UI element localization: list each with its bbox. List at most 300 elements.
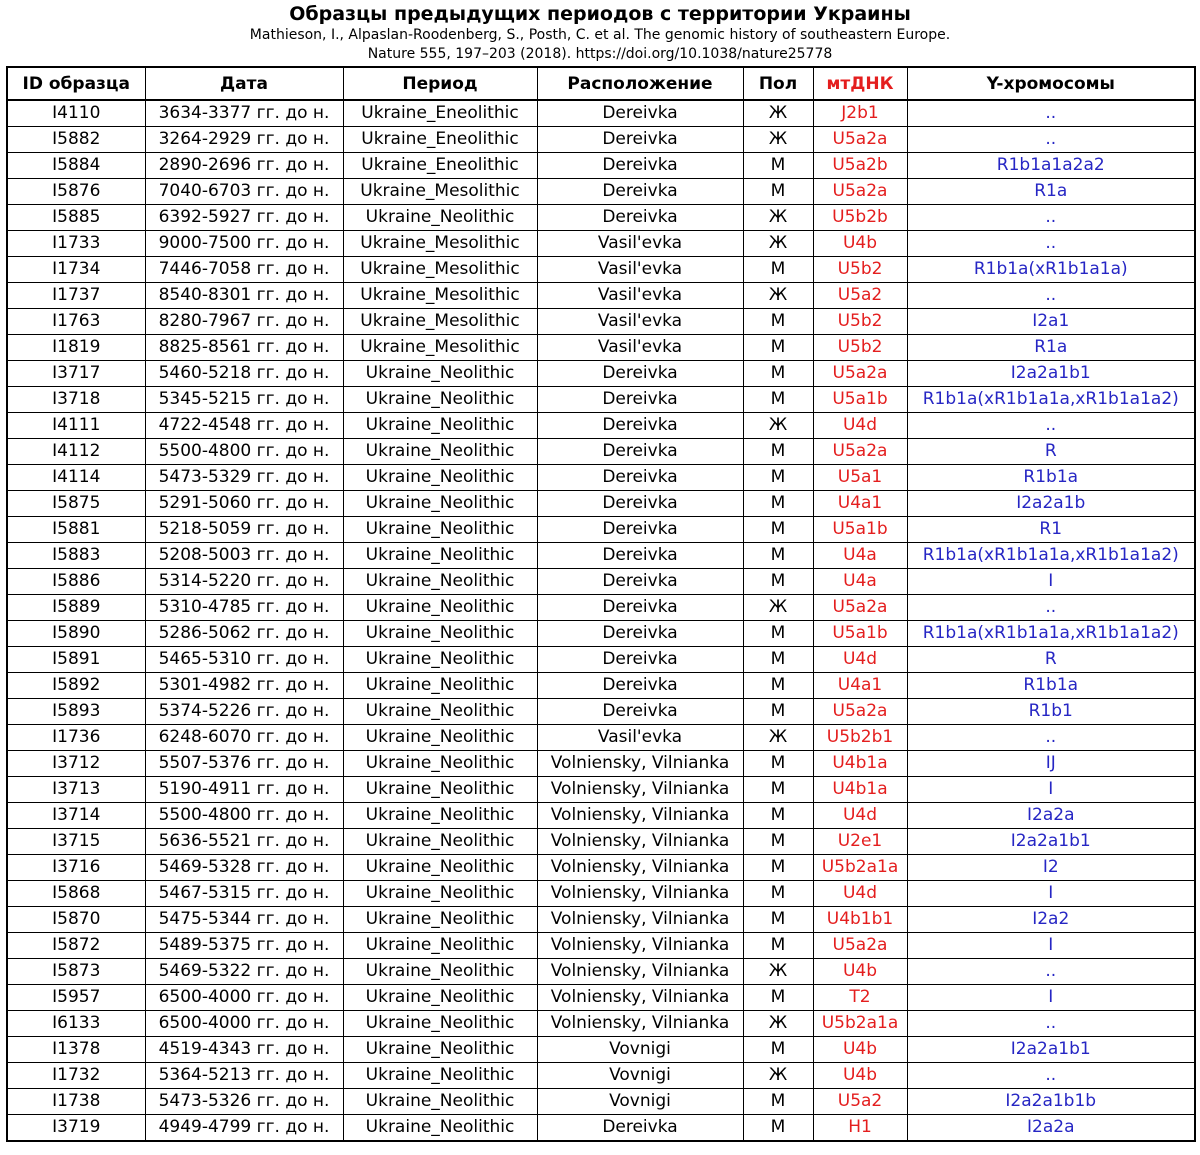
- cell-period: Ukraine_Neolithic: [343, 725, 537, 751]
- cell-sex: Ж: [743, 413, 813, 439]
- cell-sex: Ж: [743, 959, 813, 985]
- cell-period: Ukraine_Eneolithic: [343, 100, 537, 127]
- cell-ychrom: I: [907, 933, 1195, 959]
- cell-date: 5301-4982 гг. до н.: [145, 673, 343, 699]
- citation-line-1: Mathieson, I., Alpaslan-Roodenberg, S., Posth, C. et al. The genomic history of southeastern Europe.: [249, 27, 951, 43]
- cell-id: I3717: [7, 361, 145, 387]
- table-row: [7, 439, 1195, 465]
- cell-date: 6500-4000 гг. до н.: [145, 1011, 343, 1037]
- cell-location: Dereivka: [537, 569, 743, 595]
- cell-sex: М: [743, 543, 813, 569]
- table-row: [7, 127, 1195, 153]
- cell-period: Ukraine_Neolithic: [343, 387, 537, 413]
- cell-date: 4519-4343 гг. до н.: [145, 1037, 343, 1063]
- cell-mtdna: U5a2: [813, 1089, 907, 1115]
- cell-id: I5873: [7, 959, 145, 985]
- cell-date: 5500-4800 гг. до н.: [145, 439, 343, 465]
- cell-location: Vovnigi: [537, 1089, 743, 1115]
- cell-date: 3634-3377 гг. до н.: [145, 100, 343, 127]
- cell-mtdna: U4a: [813, 569, 907, 595]
- cell-period: Ukraine_Neolithic: [343, 1115, 537, 1142]
- cell-id: I5891: [7, 647, 145, 673]
- cell-date: 8280-7967 гг. до н.: [145, 309, 343, 335]
- cell-location: Dereivka: [537, 205, 743, 231]
- cell-location: Dereivka: [537, 647, 743, 673]
- cell-sex: М: [743, 361, 813, 387]
- cell-date: 5314-5220 гг. до н.: [145, 569, 343, 595]
- cell-period: Ukraine_Neolithic: [343, 829, 537, 855]
- cell-location: Volniensky, Vilnianka: [537, 907, 743, 933]
- cell-sex: М: [743, 491, 813, 517]
- samples-table: [6, 66, 1196, 1142]
- cell-location: Vasil'evka: [537, 283, 743, 309]
- cell-ychrom: I2a2a1b1: [907, 361, 1195, 387]
- cell-id: I5868: [7, 881, 145, 907]
- cell-id: I3713: [7, 777, 145, 803]
- cell-date: 5489-5375 гг. до н.: [145, 933, 343, 959]
- cell-date: 5345-5215 гг. до н.: [145, 387, 343, 413]
- cell-id: I3718: [7, 387, 145, 413]
- table-row: [7, 725, 1195, 751]
- table-row: [7, 283, 1195, 309]
- cell-mtdna: U4a1: [813, 673, 907, 699]
- col-header-id: ID образца: [7, 67, 145, 100]
- cell-sex: М: [743, 907, 813, 933]
- cell-period: Ukraine_Neolithic: [343, 569, 537, 595]
- cell-ychrom: R1b1a(xR1b1a1a,xR1b1a1a2): [907, 621, 1195, 647]
- cell-sex: М: [743, 309, 813, 335]
- table-row: [7, 361, 1195, 387]
- cell-period: Ukraine_Neolithic: [343, 1037, 537, 1063]
- cell-id: I4114: [7, 465, 145, 491]
- cell-period: Ukraine_Mesolithic: [343, 257, 537, 283]
- cell-id: I5882: [7, 127, 145, 153]
- cell-date: 5636-5521 гг. до н.: [145, 829, 343, 855]
- cell-mtdna: U5b2: [813, 257, 907, 283]
- table-row: [7, 933, 1195, 959]
- cell-ychrom: I2a1: [907, 309, 1195, 335]
- cell-ychrom: ..: [907, 283, 1195, 309]
- table-row: [7, 153, 1195, 179]
- cell-sex: Ж: [743, 595, 813, 621]
- table-row: [7, 517, 1195, 543]
- cell-date: 6392-5927 гг. до н.: [145, 205, 343, 231]
- cell-date: 5507-5376 гг. до н.: [145, 751, 343, 777]
- cell-period: Ukraine_Mesolithic: [343, 335, 537, 361]
- cell-ychrom: I2a2a: [907, 803, 1195, 829]
- page-header: [0, 0, 1200, 64]
- cell-ychrom: R1b1a: [907, 465, 1195, 491]
- cell-ychrom: I: [907, 985, 1195, 1011]
- cell-ychrom: I2a2a1b: [907, 491, 1195, 517]
- cell-date: 5310-4785 гг. до н.: [145, 595, 343, 621]
- table-row: [7, 1115, 1195, 1142]
- cell-period: Ukraine_Neolithic: [343, 803, 537, 829]
- cell-period: Ukraine_Neolithic: [343, 517, 537, 543]
- cell-date: 7446-7058 гг. до н.: [145, 257, 343, 283]
- cell-sex: М: [743, 673, 813, 699]
- cell-id: I5893: [7, 699, 145, 725]
- cell-period: Ukraine_Neolithic: [343, 673, 537, 699]
- cell-period: Ukraine_Neolithic: [343, 699, 537, 725]
- cell-ychrom: ..: [907, 1063, 1195, 1089]
- cell-date: 5364-5213 гг. до н.: [145, 1063, 343, 1089]
- cell-sex: Ж: [743, 1063, 813, 1089]
- cell-mtdna: U4b: [813, 231, 907, 257]
- cell-sex: Ж: [743, 725, 813, 751]
- cell-location: Volniensky, Vilnianka: [537, 881, 743, 907]
- cell-location: Dereivka: [537, 127, 743, 153]
- cell-ychrom: I: [907, 569, 1195, 595]
- cell-date: 4949-4799 гг. до н.: [145, 1115, 343, 1142]
- cell-period: Ukraine_Neolithic: [343, 361, 537, 387]
- table-row: [7, 309, 1195, 335]
- cell-id: I6133: [7, 1011, 145, 1037]
- cell-period: Ukraine_Neolithic: [343, 543, 537, 569]
- cell-location: Vasil'evka: [537, 725, 743, 751]
- cell-sex: Ж: [743, 1011, 813, 1037]
- table-row: [7, 257, 1195, 283]
- cell-id: I1734: [7, 257, 145, 283]
- cell-location: Dereivka: [537, 1115, 743, 1142]
- cell-location: Dereivka: [537, 595, 743, 621]
- cell-id: I1737: [7, 283, 145, 309]
- cell-location: Volniensky, Vilnianka: [537, 777, 743, 803]
- cell-period: Ukraine_Mesolithic: [343, 231, 537, 257]
- cell-sex: Ж: [743, 231, 813, 257]
- cell-mtdna: U4b: [813, 959, 907, 985]
- cell-id: I4110: [7, 100, 145, 127]
- cell-mtdna: U4a: [813, 543, 907, 569]
- cell-sex: М: [743, 1037, 813, 1063]
- cell-location: Vasil'evka: [537, 231, 743, 257]
- cell-date: 7040-6703 гг. до н.: [145, 179, 343, 205]
- cell-sex: М: [743, 647, 813, 673]
- table-row: [7, 491, 1195, 517]
- cell-mtdna: U5a1: [813, 465, 907, 491]
- cell-ychrom: ..: [907, 100, 1195, 127]
- cell-sex: М: [743, 699, 813, 725]
- cell-date: 5467-5315 гг. до н.: [145, 881, 343, 907]
- cell-date: 2890-2696 гг. до н.: [145, 153, 343, 179]
- citation-line-2: Nature 555, 197–203 (2018). https://doi.org/10.1038/nature25778: [367, 46, 833, 62]
- cell-location: Dereivka: [537, 517, 743, 543]
- cell-mtdna: T2: [813, 985, 907, 1011]
- cell-period: Ukraine_Neolithic: [343, 465, 537, 491]
- cell-period: Ukraine_Neolithic: [343, 1011, 537, 1037]
- table-row: [7, 179, 1195, 205]
- cell-id: I3712: [7, 751, 145, 777]
- cell-period: Ukraine_Neolithic: [343, 595, 537, 621]
- cell-id: I3714: [7, 803, 145, 829]
- cell-sex: М: [743, 829, 813, 855]
- cell-mtdna: H1: [813, 1115, 907, 1142]
- cell-mtdna: U4b1b1: [813, 907, 907, 933]
- table-row: [7, 777, 1195, 803]
- cell-sex: М: [743, 855, 813, 881]
- cell-location: Vasil'evka: [537, 257, 743, 283]
- cell-mtdna: U4b: [813, 1037, 907, 1063]
- cell-location: Dereivka: [537, 413, 743, 439]
- table-row: [7, 231, 1195, 257]
- cell-date: 5291-5060 гг. до н.: [145, 491, 343, 517]
- cell-sex: М: [743, 153, 813, 179]
- table-row: [7, 335, 1195, 361]
- col-header-location: Расположение: [537, 67, 743, 100]
- table-row: [7, 543, 1195, 569]
- cell-date: 5286-5062 гг. до н.: [145, 621, 343, 647]
- cell-id: I1763: [7, 309, 145, 335]
- cell-location: Volniensky, Vilnianka: [537, 959, 743, 985]
- cell-ychrom: I2a2a1b1: [907, 829, 1195, 855]
- cell-mtdna: U5a2a: [813, 699, 907, 725]
- cell-sex: М: [743, 569, 813, 595]
- cell-sex: М: [743, 777, 813, 803]
- cell-date: 8540-8301 гг. до н.: [145, 283, 343, 309]
- cell-date: 5374-5226 гг. до н.: [145, 699, 343, 725]
- col-header-date: Дата: [145, 67, 343, 100]
- cell-location: Volniensky, Vilnianka: [537, 803, 743, 829]
- cell-mtdna: U4d: [813, 413, 907, 439]
- cell-mtdna: U5a2a: [813, 127, 907, 153]
- cell-id: I5884: [7, 153, 145, 179]
- table-row: [7, 569, 1195, 595]
- cell-mtdna: U5a2a: [813, 933, 907, 959]
- cell-ychrom: I2a2a1b1b: [907, 1089, 1195, 1115]
- cell-ychrom: I2: [907, 855, 1195, 881]
- cell-location: Volniensky, Vilnianka: [537, 933, 743, 959]
- cell-period: Ukraine_Neolithic: [343, 751, 537, 777]
- cell-sex: М: [743, 933, 813, 959]
- cell-sex: Ж: [743, 283, 813, 309]
- table-row: [7, 205, 1195, 231]
- cell-location: Vovnigi: [537, 1037, 743, 1063]
- cell-date: 3264-2929 гг. до н.: [145, 127, 343, 153]
- cell-id: I5876: [7, 179, 145, 205]
- cell-location: Volniensky, Vilnianka: [537, 751, 743, 777]
- cell-mtdna: U5b2: [813, 309, 907, 335]
- cell-id: I1732: [7, 1063, 145, 1089]
- cell-location: Volniensky, Vilnianka: [537, 1011, 743, 1037]
- cell-date: 8825-8561 гг. до н.: [145, 335, 343, 361]
- cell-ychrom: ..: [907, 725, 1195, 751]
- cell-date: 5473-5326 гг. до н.: [145, 1089, 343, 1115]
- cell-mtdna: U5b2b1: [813, 725, 907, 751]
- cell-sex: М: [743, 881, 813, 907]
- cell-id: I5872: [7, 933, 145, 959]
- cell-id: I1819: [7, 335, 145, 361]
- cell-sex: М: [743, 803, 813, 829]
- cell-mtdna: U4b1a: [813, 777, 907, 803]
- cell-period: Ukraine_Eneolithic: [343, 153, 537, 179]
- cell-date: 5475-5344 гг. до н.: [145, 907, 343, 933]
- table-row: [7, 595, 1195, 621]
- cell-ychrom: R1a: [907, 335, 1195, 361]
- table-row: [7, 959, 1195, 985]
- cell-period: Ukraine_Neolithic: [343, 1089, 537, 1115]
- cell-period: Ukraine_Neolithic: [343, 907, 537, 933]
- cell-period: Ukraine_Neolithic: [343, 959, 537, 985]
- cell-mtdna: U5b2: [813, 335, 907, 361]
- cell-id: I1738: [7, 1089, 145, 1115]
- table-row: [7, 1089, 1195, 1115]
- cell-date: 9000-7500 гг. до н.: [145, 231, 343, 257]
- cell-location: Dereivka: [537, 699, 743, 725]
- table-row: [7, 803, 1195, 829]
- cell-period: Ukraine_Neolithic: [343, 985, 537, 1011]
- cell-sex: М: [743, 1115, 813, 1142]
- cell-mtdna: U2e1: [813, 829, 907, 855]
- cell-location: Vovnigi: [537, 1063, 743, 1089]
- cell-date: 5469-5322 гг. до н.: [145, 959, 343, 985]
- table-row: [7, 829, 1195, 855]
- cell-id: I3719: [7, 1115, 145, 1142]
- cell-location: Dereivka: [537, 673, 743, 699]
- cell-date: 5465-5310 гг. до н.: [145, 647, 343, 673]
- table-row: [7, 1063, 1195, 1089]
- cell-mtdna: U4a1: [813, 491, 907, 517]
- cell-ychrom: R1b1a: [907, 673, 1195, 699]
- cell-mtdna: U5b2a1a: [813, 1011, 907, 1037]
- cell-id: I1378: [7, 1037, 145, 1063]
- table-row: [7, 100, 1195, 127]
- cell-date: 5208-5003 гг. до н.: [145, 543, 343, 569]
- cell-location: Volniensky, Vilnianka: [537, 855, 743, 881]
- cell-sex: М: [743, 335, 813, 361]
- cell-location: Dereivka: [537, 465, 743, 491]
- cell-sex: Ж: [743, 127, 813, 153]
- cell-ychrom: ..: [907, 595, 1195, 621]
- cell-mtdna: U5b2a1a: [813, 855, 907, 881]
- table-row: [7, 1037, 1195, 1063]
- table-row: [7, 647, 1195, 673]
- table-row: [7, 985, 1195, 1011]
- table-row: [7, 621, 1195, 647]
- page-title: Образцы предыдущих периодов с территории Украины: [289, 3, 911, 25]
- cell-id: I5883: [7, 543, 145, 569]
- cell-date: 6500-4000 гг. до н.: [145, 985, 343, 1011]
- cell-sex: М: [743, 1089, 813, 1115]
- cell-mtdna: U5a2b: [813, 153, 907, 179]
- cell-sex: М: [743, 621, 813, 647]
- cell-mtdna: U5a2a: [813, 439, 907, 465]
- cell-location: Vasil'evka: [537, 309, 743, 335]
- cell-ychrom: ..: [907, 1011, 1195, 1037]
- cell-location: Dereivka: [537, 543, 743, 569]
- cell-location: Dereivka: [537, 153, 743, 179]
- cell-location: Dereivka: [537, 439, 743, 465]
- cell-mtdna: U5a1b: [813, 621, 907, 647]
- cell-date: 5500-4800 гг. до н.: [145, 803, 343, 829]
- table-row: [7, 413, 1195, 439]
- cell-location: Dereivka: [537, 387, 743, 413]
- table-row: [7, 881, 1195, 907]
- cell-period: Ukraine_Neolithic: [343, 777, 537, 803]
- cell-id: I5889: [7, 595, 145, 621]
- cell-id: I5890: [7, 621, 145, 647]
- cell-period: Ukraine_Mesolithic: [343, 309, 537, 335]
- cell-period: Ukraine_Eneolithic: [343, 127, 537, 153]
- table-row: [7, 465, 1195, 491]
- cell-date: 5473-5329 гг. до н.: [145, 465, 343, 491]
- cell-id: I5886: [7, 569, 145, 595]
- cell-location: Dereivka: [537, 361, 743, 387]
- cell-mtdna: U5a1b: [813, 517, 907, 543]
- cell-sex: М: [743, 751, 813, 777]
- cell-ychrom: R1b1a(xR1b1a1a,xR1b1a1a2): [907, 543, 1195, 569]
- cell-mtdna: U5a2a: [813, 595, 907, 621]
- cell-id: I5892: [7, 673, 145, 699]
- cell-period: Ukraine_Neolithic: [343, 621, 537, 647]
- table-row: [7, 387, 1195, 413]
- cell-mtdna: U5a2a: [813, 179, 907, 205]
- table-row: [7, 699, 1195, 725]
- cell-ychrom: R1b1a(xR1b1a1a,xR1b1a1a2): [907, 387, 1195, 413]
- cell-ychrom: R1b1a(xR1b1a1a): [907, 257, 1195, 283]
- cell-ychrom: R1b1: [907, 699, 1195, 725]
- cell-ychrom: IJ: [907, 751, 1195, 777]
- cell-sex: Ж: [743, 100, 813, 127]
- cell-mtdna: U5a1b: [813, 387, 907, 413]
- cell-location: Volniensky, Vilnianka: [537, 985, 743, 1011]
- cell-date: 5218-5059 гг. до н.: [145, 517, 343, 543]
- cell-date: 5469-5328 гг. до н.: [145, 855, 343, 881]
- cell-ychrom: R1a: [907, 179, 1195, 205]
- cell-id: I1733: [7, 231, 145, 257]
- cell-id: I4112: [7, 439, 145, 465]
- cell-mtdna: U5a2a: [813, 361, 907, 387]
- table-row: [7, 751, 1195, 777]
- cell-location: Dereivka: [537, 100, 743, 127]
- cell-ychrom: ..: [907, 205, 1195, 231]
- cell-period: Ukraine_Neolithic: [343, 491, 537, 517]
- cell-location: Dereivka: [537, 179, 743, 205]
- cell-ychrom: R1: [907, 517, 1195, 543]
- cell-mtdna: U4b: [813, 1063, 907, 1089]
- cell-mtdna: U4d: [813, 647, 907, 673]
- cell-id: I5885: [7, 205, 145, 231]
- cell-period: Ukraine_Mesolithic: [343, 283, 537, 309]
- cell-ychrom: R1b1a1a2a2: [907, 153, 1195, 179]
- cell-location: Vasil'evka: [537, 335, 743, 361]
- cell-sex: М: [743, 257, 813, 283]
- cell-mtdna: U4d: [813, 881, 907, 907]
- cell-date: 5460-5218 гг. до н.: [145, 361, 343, 387]
- cell-id: I5881: [7, 517, 145, 543]
- cell-sex: М: [743, 517, 813, 543]
- cell-date: 4722-4548 гг. до н.: [145, 413, 343, 439]
- cell-id: I3715: [7, 829, 145, 855]
- cell-ychrom: I2a2: [907, 907, 1195, 933]
- cell-id: I4111: [7, 413, 145, 439]
- cell-period: Ukraine_Neolithic: [343, 647, 537, 673]
- cell-ychrom: ..: [907, 127, 1195, 153]
- cell-period: Ukraine_Neolithic: [343, 933, 537, 959]
- col-header-period: Период: [343, 67, 537, 100]
- cell-location: Dereivka: [537, 621, 743, 647]
- table-row: [7, 907, 1195, 933]
- cell-period: Ukraine_Neolithic: [343, 881, 537, 907]
- col-header-sex: Пол: [743, 67, 813, 100]
- cell-ychrom: ..: [907, 413, 1195, 439]
- table-row: [7, 1011, 1195, 1037]
- cell-period: Ukraine_Mesolithic: [343, 179, 537, 205]
- cell-sex: М: [743, 439, 813, 465]
- cell-sex: М: [743, 985, 813, 1011]
- cell-sex: М: [743, 387, 813, 413]
- cell-mtdna: U4d: [813, 803, 907, 829]
- cell-sex: М: [743, 465, 813, 491]
